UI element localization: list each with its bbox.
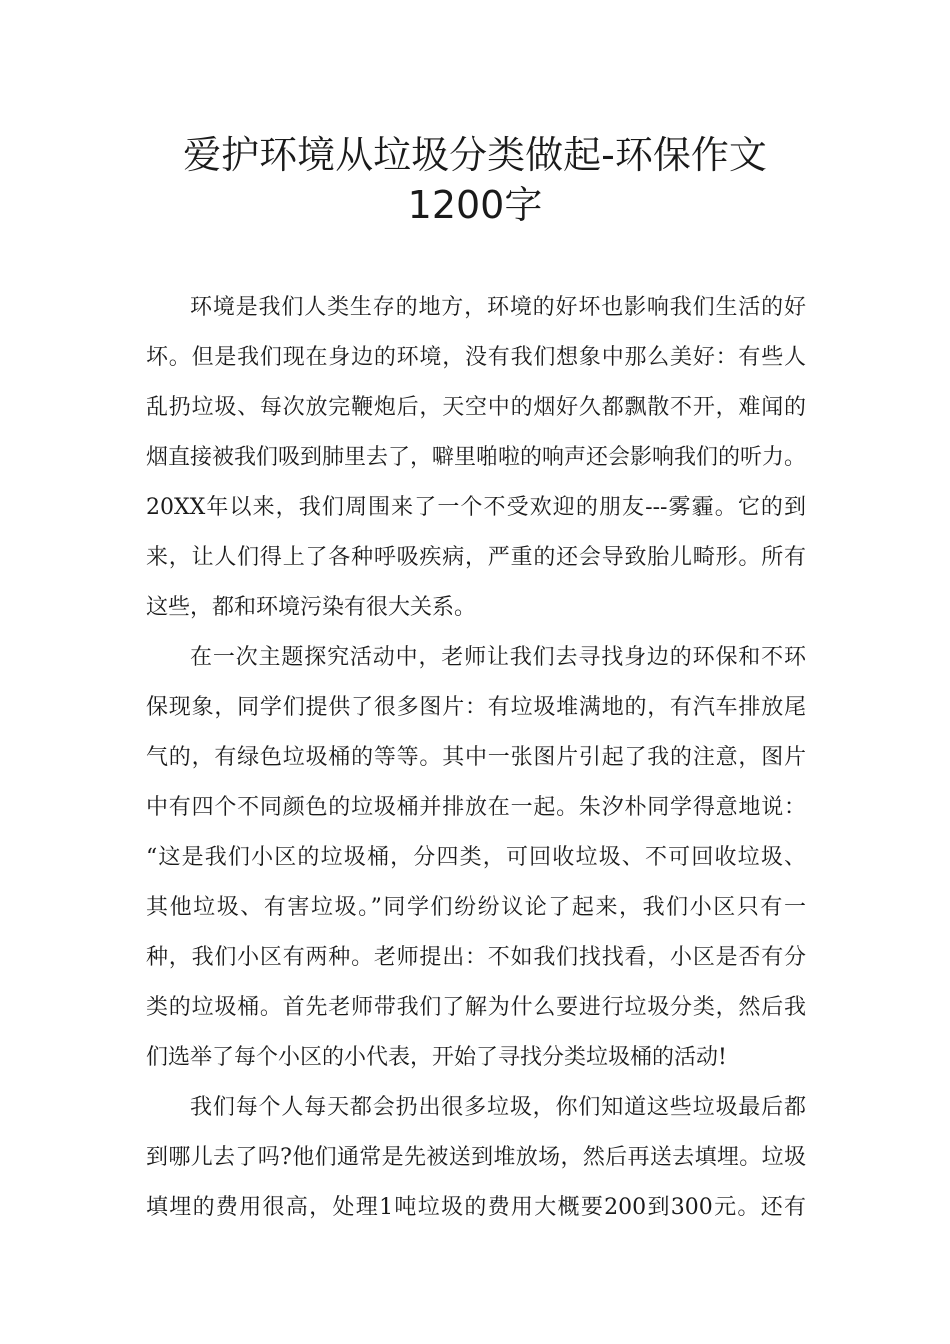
- paragraph-line: 们选举了每个小区的小代表，开始了寻找分类垃圾桶的活动!: [146, 1045, 727, 1070]
- paragraph-line: 烟直接被我们吸到肺里去了，噼里啪啦的响声还会影响我们的听力。: [146, 445, 807, 470]
- paragraph-line: 其他垃圾、有害垃圾。”同学们纷纷议论了起来，我们小区只有一: [146, 895, 806, 920]
- paragraph-line: 坏。但是我们现在身边的环境，没有我们想象中那么美好：有些人: [146, 345, 806, 370]
- paragraph-line: 类的垃圾桶。首先老师带我们了解为什么要进行垃圾分类，然后我: [146, 995, 806, 1020]
- paragraph-line: 乱扔垃圾、每次放完鞭炮后，天空中的烟好久都飘散不开，难闻的: [146, 395, 806, 420]
- paragraph-line: 我们每个人每天都会扔出很多垃圾，你们知道这些垃圾最后都: [190, 1095, 806, 1120]
- document-title-line-1: 爱护环境从垃圾分类做起-环保作文: [183, 133, 767, 177]
- document-body: [146, 283, 806, 1233]
- paragraph-line: 保现象，同学们提供了很多图片：有垃圾堆满地的，有汽车排放尾: [146, 695, 806, 720]
- paragraph-line: 中有四个不同颜色的垃圾桶并排放在一起。朱汐朴同学得意地说：: [146, 795, 806, 820]
- paragraph-line: 这些，都和环境污染有很大关系。: [146, 595, 477, 620]
- paragraph-line: 种，我们小区有两种。老师提出：不如我们找找看，小区是否有分: [146, 945, 806, 970]
- paragraph-line: 到哪儿去了吗?他们通常是先被送到堆放场，然后再送去填埋。垃圾: [146, 1145, 806, 1170]
- paragraph-line: 环境是我们人类生存的地方，环境的好坏也影响我们生活的好: [190, 295, 806, 320]
- paragraph-line: 填埋的费用很高，处理1吨垃圾的费用大概要200到300元。还有: [146, 1195, 806, 1220]
- paragraph-line: 气的，有绿色垃圾桶的等等。其中一张图片引起了我的注意，图片: [146, 745, 806, 770]
- paragraph-line: 来，让人们得上了各种呼吸疾病，严重的还会导致胎儿畸形。所有: [146, 545, 806, 570]
- paragraph-line: “这是我们小区的垃圾桶，分四类，可回收垃圾、不可回收垃圾、: [146, 845, 806, 870]
- paragraph-line: 20XX年以来，我们周围来了一个不受欢迎的朋友---雾霾。它的到: [146, 495, 806, 520]
- document-title-line-2: 1200字: [407, 183, 543, 227]
- paragraph-line: 在一次主题探究活动中，老师让我们去寻找身边的环保和不环: [190, 645, 806, 670]
